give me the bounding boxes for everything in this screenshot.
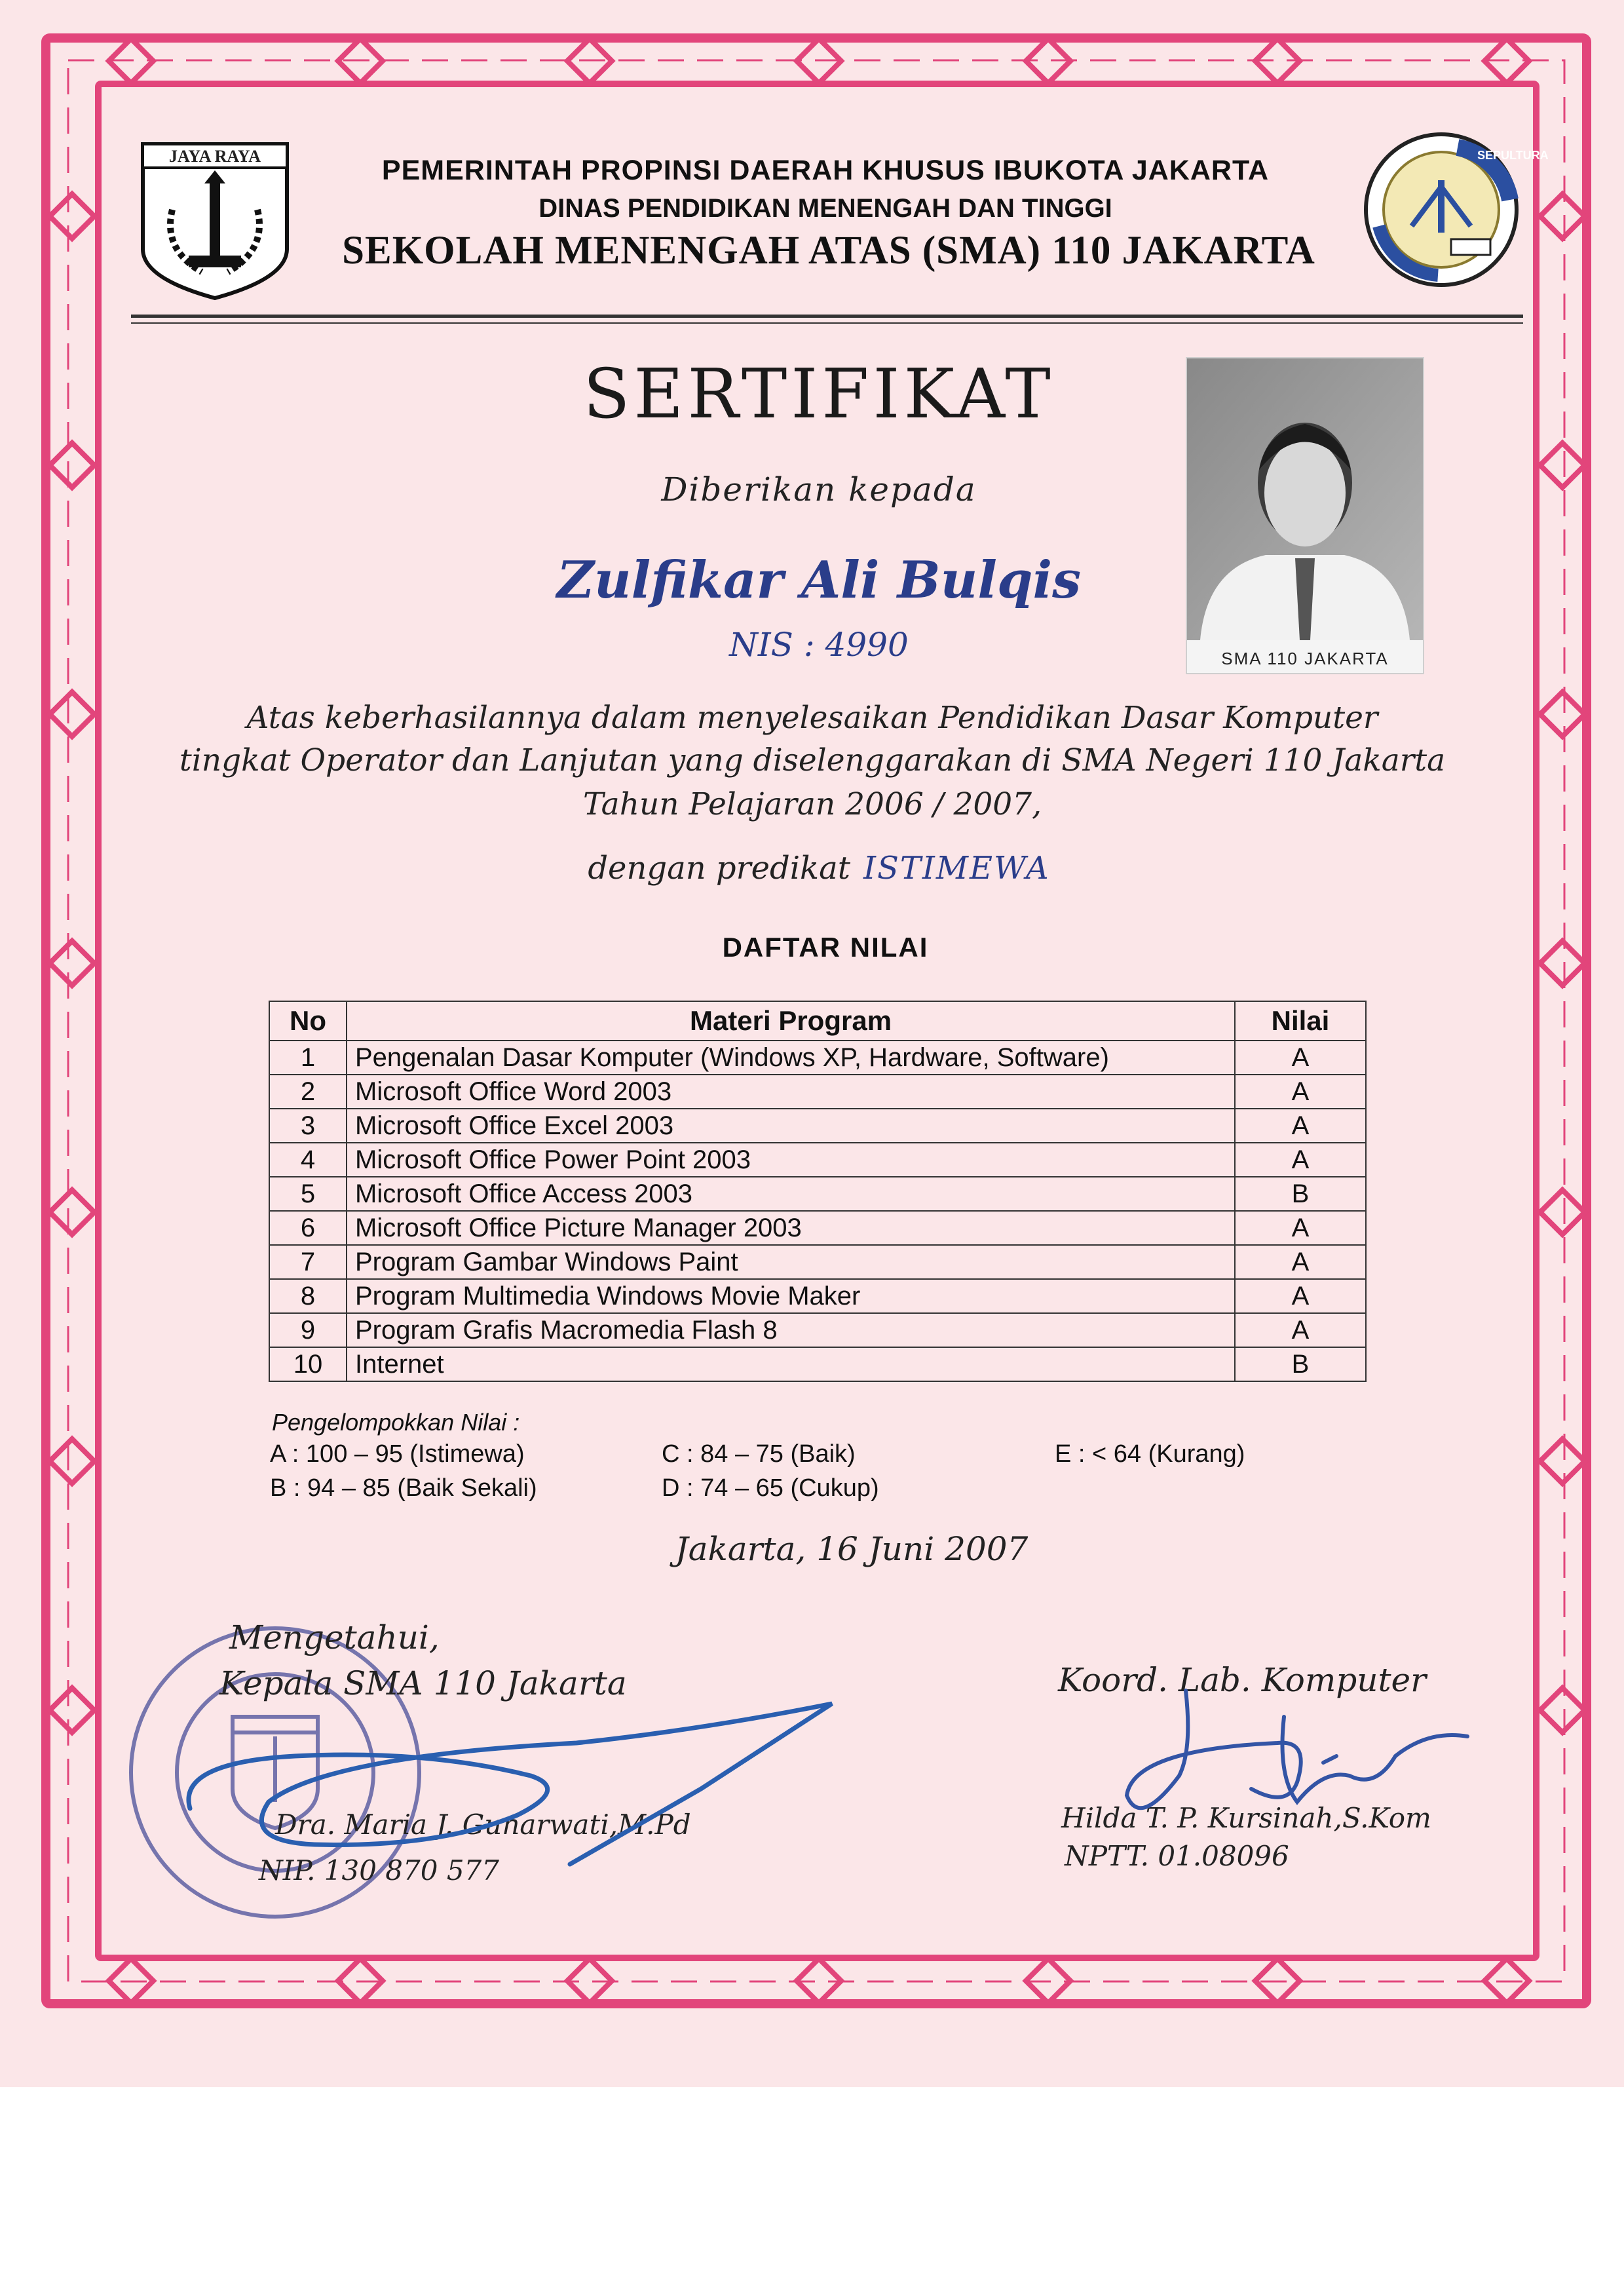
border-ornament-icon xyxy=(1540,443,1585,488)
row-nilai: A xyxy=(1235,1041,1366,1075)
table-row xyxy=(269,1041,1366,1075)
school-emblem-icon xyxy=(1359,128,1549,292)
row-materi: Internet xyxy=(347,1347,1235,1381)
given-to-label: Diberikan kepada xyxy=(661,470,977,508)
academic-year-text: Tahun Pelajaran 2006 / 2007, xyxy=(582,786,1042,822)
grades-table-title: DAFTAR NILAI xyxy=(722,932,929,963)
student-portrait-image xyxy=(1187,358,1423,640)
grades-table xyxy=(269,1001,1367,1382)
svg-text:JAYA RAYA: JAYA RAYA xyxy=(169,147,261,166)
border-ornament-icon xyxy=(50,1439,94,1483)
row-nilai: B xyxy=(1235,1347,1366,1381)
lab-coordinator-name: Hilda T. P. Kursinah,S.Kom xyxy=(1061,1802,1431,1834)
row-materi: Microsoft Office Access 2003 xyxy=(347,1177,1235,1211)
grade-e-range: E : < 64 (Kurang) xyxy=(1055,1440,1245,1468)
row-no: 9 xyxy=(269,1313,347,1347)
row-no: 2 xyxy=(269,1075,347,1109)
header-school-name: SEKOLAH MENENGAH ATAS (SMA) 110 JAKARTA xyxy=(342,229,1315,273)
row-materi: Program Gambar Windows Paint xyxy=(347,1245,1235,1279)
header-no: No xyxy=(269,1001,347,1041)
achievement-text-line2: tingkat Operator dan Lanjutan yang diselenggarakan di SMA Negeri 110 Jakarta xyxy=(179,742,1446,778)
principal-signature xyxy=(164,1677,852,1874)
row-nilai: A xyxy=(1235,1279,1366,1313)
border-ornament-icon xyxy=(50,941,94,985)
table-row xyxy=(269,1177,1366,1211)
lab-coordinator-title: Koord. Lab. Komputer xyxy=(1058,1661,1427,1699)
predicate-line xyxy=(459,850,1179,887)
principal-id: NIP. 130 870 577 xyxy=(259,1854,499,1886)
row-nilai: B xyxy=(1235,1177,1366,1211)
row-materi: Microsoft Office Excel 2003 xyxy=(347,1109,1235,1143)
achievement-text-line1: Atas keberhasilannya dalam menyelesaikan Pendidikan Dasar Komputer xyxy=(246,700,1378,736)
row-materi: Program Grafis Macromedia Flash 8 xyxy=(347,1313,1235,1347)
table-row xyxy=(269,1075,1366,1109)
row-nilai: A xyxy=(1235,1211,1366,1245)
row-no: 7 xyxy=(269,1245,347,1279)
border-ornament-icon xyxy=(1540,1190,1585,1234)
row-nilai: A xyxy=(1235,1109,1366,1143)
border-ornament-icon xyxy=(50,1190,94,1234)
predicate-value: ISTIMEWA xyxy=(863,850,1050,887)
photo-caption: SMA 110 JAKARTA xyxy=(1221,649,1389,668)
header-nilai: Nilai xyxy=(1235,1001,1366,1041)
grade-b-range: B : 94 – 85 (Baik Sekali) xyxy=(270,1474,537,1502)
table-row xyxy=(269,1313,1366,1347)
grade-a-range: A : 100 – 95 (Istimewa) xyxy=(270,1440,525,1468)
certificate-title: SERTIFIKAT xyxy=(583,354,1055,434)
table-row xyxy=(269,1211,1366,1245)
row-nilai: A xyxy=(1235,1143,1366,1177)
border-ornament-icon xyxy=(50,1688,94,1732)
coordinator-signature xyxy=(1114,1677,1481,1861)
grade-d-range: D : 74 – 65 (Cukup) xyxy=(662,1474,879,1502)
row-materi: Program Multimedia Windows Movie Maker xyxy=(347,1279,1235,1313)
border-ornament-icon xyxy=(1540,194,1585,239)
principal-title: Kepala SMA 110 Jakarta xyxy=(219,1664,627,1702)
principal-name: Dra. Maria J. Gunarwati,M.Pd xyxy=(275,1808,691,1841)
jakarta-emblem-icon xyxy=(136,138,293,301)
grade-c-range: C : 84 – 75 (Baik) xyxy=(662,1440,856,1468)
table-row xyxy=(269,1245,1366,1279)
border-ornament-icon xyxy=(1540,1439,1585,1483)
grading-legend-title: Pengelompokkan Nilai : xyxy=(272,1409,520,1436)
row-materi: Microsoft Office Power Point 2003 xyxy=(347,1143,1235,1177)
table-header-row xyxy=(269,1001,1366,1041)
row-nilai: A xyxy=(1235,1075,1366,1109)
header-rule-thin xyxy=(131,322,1523,324)
table-row xyxy=(269,1109,1366,1143)
border-ornament-icon xyxy=(50,194,94,239)
svg-text:SEPULTURA: SEPULTURA xyxy=(1477,149,1549,162)
row-materi: Microsoft Office Word 2003 xyxy=(347,1075,1235,1109)
row-materi: Pengenalan Dasar Komputer (Windows XP, Hardware, Software) xyxy=(347,1041,1235,1075)
table-row xyxy=(269,1143,1366,1177)
row-materi: Microsoft Office Picture Manager 2003 xyxy=(347,1211,1235,1245)
row-no: 6 xyxy=(269,1211,347,1245)
border-ornament-icon xyxy=(1540,692,1585,737)
recipient-name: Zulfikar Ali Bulqis xyxy=(556,550,1082,610)
acknowledged-label: Mengetahui, xyxy=(229,1618,440,1656)
row-nilai: A xyxy=(1235,1313,1366,1347)
row-no: 4 xyxy=(269,1143,347,1177)
row-no: 3 xyxy=(269,1109,347,1143)
lab-coordinator-id: NPTT. 01.08096 xyxy=(1065,1840,1289,1872)
border-ornament-icon xyxy=(50,443,94,488)
row-no: 8 xyxy=(269,1279,347,1313)
header-department-line: DINAS PENDIDIKAN MENENGAH DAN TINGGI xyxy=(538,194,1112,223)
row-no: 1 xyxy=(269,1041,347,1075)
border-ornament-icon xyxy=(1540,941,1585,985)
student-photo xyxy=(1186,357,1424,674)
table-row xyxy=(269,1347,1366,1381)
table-row xyxy=(269,1279,1366,1313)
header-rule xyxy=(131,315,1523,318)
predicate-label: dengan predikat xyxy=(588,850,851,887)
row-nilai: A xyxy=(1235,1245,1366,1279)
row-no: 5 xyxy=(269,1177,347,1211)
student-id-number: NIS : 4990 xyxy=(729,626,909,664)
header-government-line: PEMERINTAH PROPINSI DAERAH KHUSUS IBUKOTA JAKARTA xyxy=(381,155,1270,186)
row-no: 10 xyxy=(269,1347,347,1381)
border-ornament-icon xyxy=(50,692,94,737)
header-materi: Materi Program xyxy=(347,1001,1235,1041)
border-ornament-icon xyxy=(1540,1688,1585,1732)
place-and-date: Jakarta, 16 Juni 2007 xyxy=(675,1530,1029,1568)
